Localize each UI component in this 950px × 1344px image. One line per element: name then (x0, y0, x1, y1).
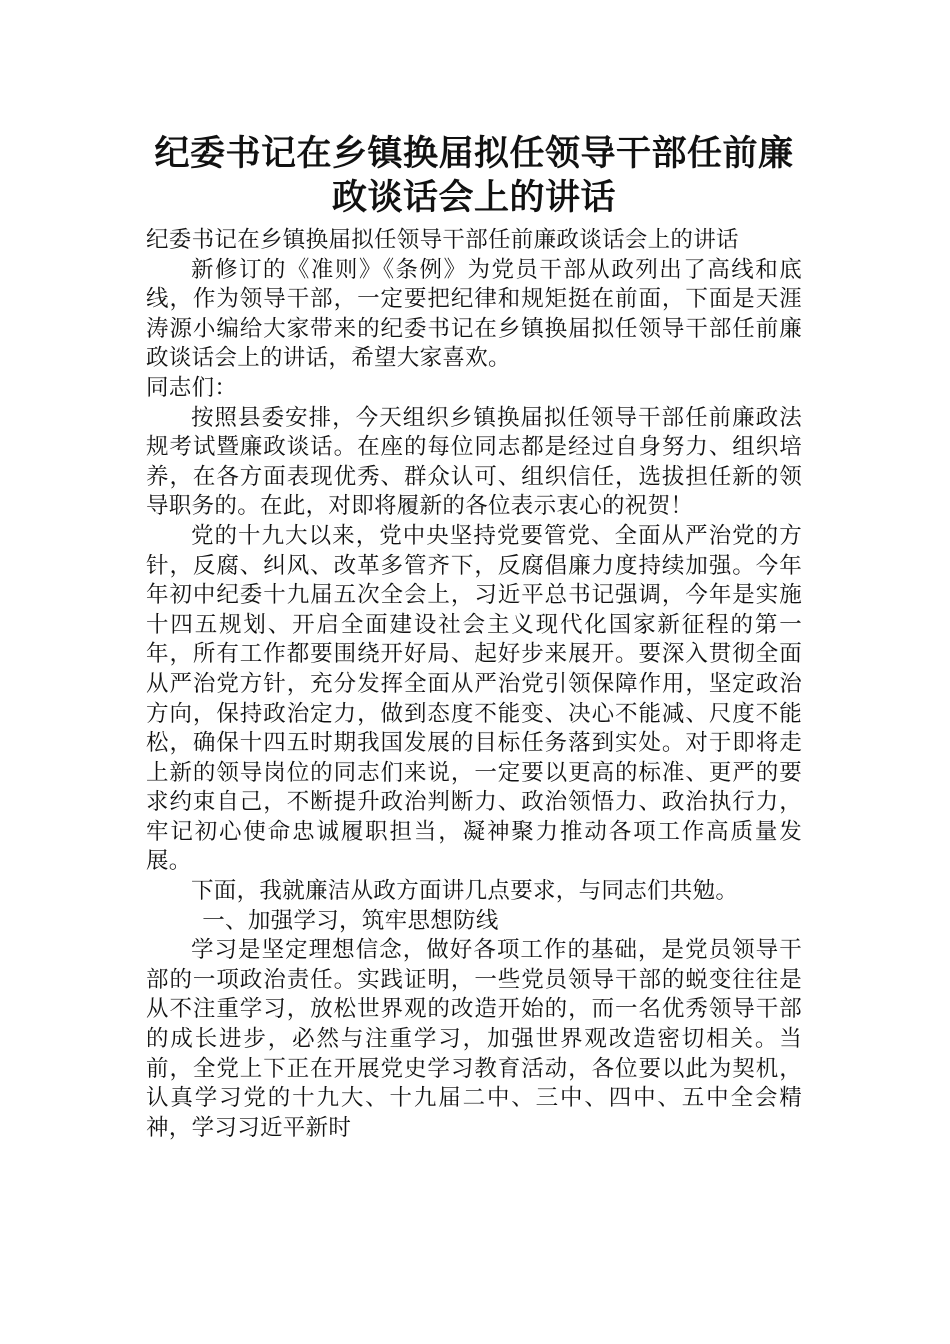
body-paragraph-2: 党的十九大以来，党中央坚持党要管党、全面从严治党的方针，反腐、纠风、改革多管齐下，反腐倡廉力度持续加强。今年年初中纪委十九届五次全会上，习近平总书记强调，今年是实施十四五规划、开启全面建设社会主义现代化国家新征程的第一年，所有工作都要围绕开好局、起好步来展开。要深入贯彻全面从严治党方针，充分发挥全面从严治党引领保障作用，坚定政治方向，保持政治定力，做到态度不能变、决心不能减、尺度不能松，确保十四五时期我国发展的目标任务落到实处。对于即将走上新的领导岗位的同志们来说，一定要以更高的标准、更严的要求约束自己，不断提升政治判断力、政治领悟力、政治执行力，牢记初心使命忠诚履职担当，凝神聚力推动各项工作高质量发展。 (146, 522, 802, 875)
document-page (146, 132, 802, 1143)
body-paragraph-4: 学习是坚定理想信念，做好各项工作的基础，是党员领导干部的一项政治责任。实践证明，一些党员领导干部的蜕变往往是从不注重学习，放松世界观的改造开始的，而一名优秀领导干部的成长进步，必然与注重学习，加强世界观改造密切相关。当前，全党上下正在开展党史学习教育活动，各位要以此为契机，认真学习党的十九大、十九届二中、三中、四中、五中全会精神，学习习近平新时 (146, 937, 802, 1141)
document-body (146, 226, 802, 1143)
intro-paragraph: 新修订的《准则》《条例》为党员干部从政列出了高线和底线，作为领导干部，一定要把纪律和规矩挺在前面，下面是天涯涛源小编给大家带来的纪委书记在乡镇换届拟任领导干部任前廉政谈话会上的讲话，希望大家喜欢。 (146, 256, 802, 372)
document-title (146, 132, 802, 220)
subtitle-paragraph: 纪委书记在乡镇换届拟任领导干部任前廉政谈话会上的讲话 (146, 227, 739, 253)
title-line-2: 政谈话会上的讲话 (331, 178, 616, 218)
title-line-1: 纪委书记在乡镇换届拟任领导干部任前廉 (154, 134, 794, 174)
section-heading-1: 一、加强学习，筑牢思想防线 (202, 907, 499, 934)
body-paragraph-1: 按照县委安排，今天组织乡镇换届拟任领导干部任前廉政法规考试暨廉政谈话。在座的每位同志都是经过自身努力、组织培养，在各方面表现优秀、群众认可、组织信任，选拔担任新的领导职务的。在此，对即将履新的各位表示衷心的祝贺！ (146, 404, 802, 520)
salutation: 同志们： (146, 374, 238, 401)
body-paragraph-3: 下面，我就廉洁从政方面讲几点要求，与同志们共勉。 (191, 878, 739, 905)
